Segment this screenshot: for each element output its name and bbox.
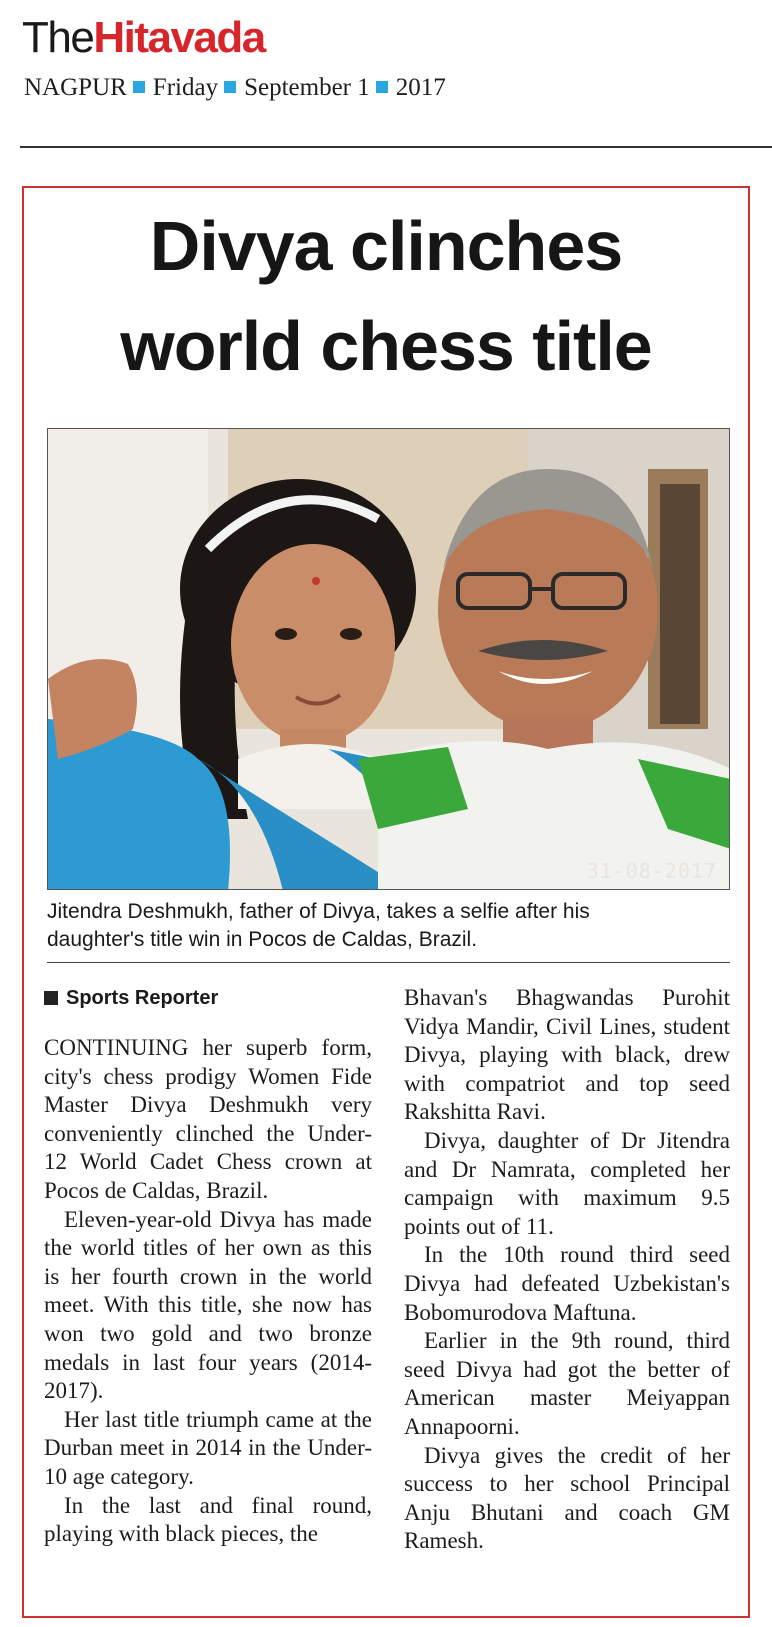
newspaper-logo: TheHitavada [22, 13, 265, 62]
article-paragraph: Divya, daughter of Dr Jitendra and Dr Namrata, completed her campaign with maximum 9.5 points out of 11. [404, 1127, 730, 1239]
photo-date-stamp: 31-08-2017 [586, 859, 717, 883]
article-paragraph: In the 10th round third seed Divya had defeated Uzbekistan's Bobomurodova Maftuna. [404, 1242, 730, 1325]
dateline-city: NAGPUR [24, 74, 127, 101]
dateline [24, 74, 446, 102]
caption-rule [47, 962, 730, 963]
article-column-1 [44, 984, 372, 1549]
byline: Sports Reporter [44, 984, 372, 1012]
bullet-square-icon [376, 81, 388, 93]
article-paragraph: Eleven-year-old Divya has made the world titles of her own as this is her fourth crown in the world meet. With this title, she now has won two gold and two bronze medals in last four years (2014-2017). [44, 1206, 372, 1404]
article-paragraph: Her last title triumph came at the Durban meet in 2014 in the Under-10 age category. [44, 1406, 372, 1489]
selfie-photo-illustration [48, 429, 730, 890]
bullet-square-icon [224, 81, 236, 93]
dateline-day: Friday [152, 74, 219, 101]
headline-line: world chess title [120, 307, 652, 385]
article-column-2 [404, 984, 730, 1556]
article-paragraph: Divya gives the credit of her success to her school Principal Anju Bhutani and coach GM Ramesh. [404, 1442, 730, 1554]
dateline-year: 2017 [395, 74, 446, 101]
article-paragraph: In the last and final round, playing with black pieces, the [44, 1492, 372, 1547]
article-paragraph: Earlier in the 9th round, third seed Divya had got the better of American master Meiyappan Annapoorni. [404, 1328, 730, 1439]
caption-line: daughter's title win in Pocos de Caldas, Brazil. [47, 928, 478, 951]
masthead [22, 14, 265, 62]
article-photo [47, 428, 730, 890]
masthead-rule [20, 146, 772, 148]
article-paragraph: Bhavan's Bhagwandas Purohit Vidya Mandir, Civil Lines, student Divya, playing with black, drew with compatriot and top seed Rakshitta Ravi. [404, 985, 730, 1125]
article-headline [24, 196, 748, 396]
caption-line: Jitendra Deshmukh, father of Divya, takes a selfie after his [47, 900, 590, 923]
dateline-date: September 1 [244, 74, 370, 101]
photo-caption [47, 898, 730, 954]
bullet-square-icon [133, 81, 145, 93]
article-paragraph: CONTINUING her superb form, city's chess prodigy Women Fide Master Divya Deshmukh very conveniently clinched the Under-12 World Cadet Chess crown at Pocos de Caldas, Brazil. [44, 1035, 372, 1203]
headline-line: Divya clinches [149, 207, 623, 285]
byline-square-icon [44, 991, 58, 1005]
